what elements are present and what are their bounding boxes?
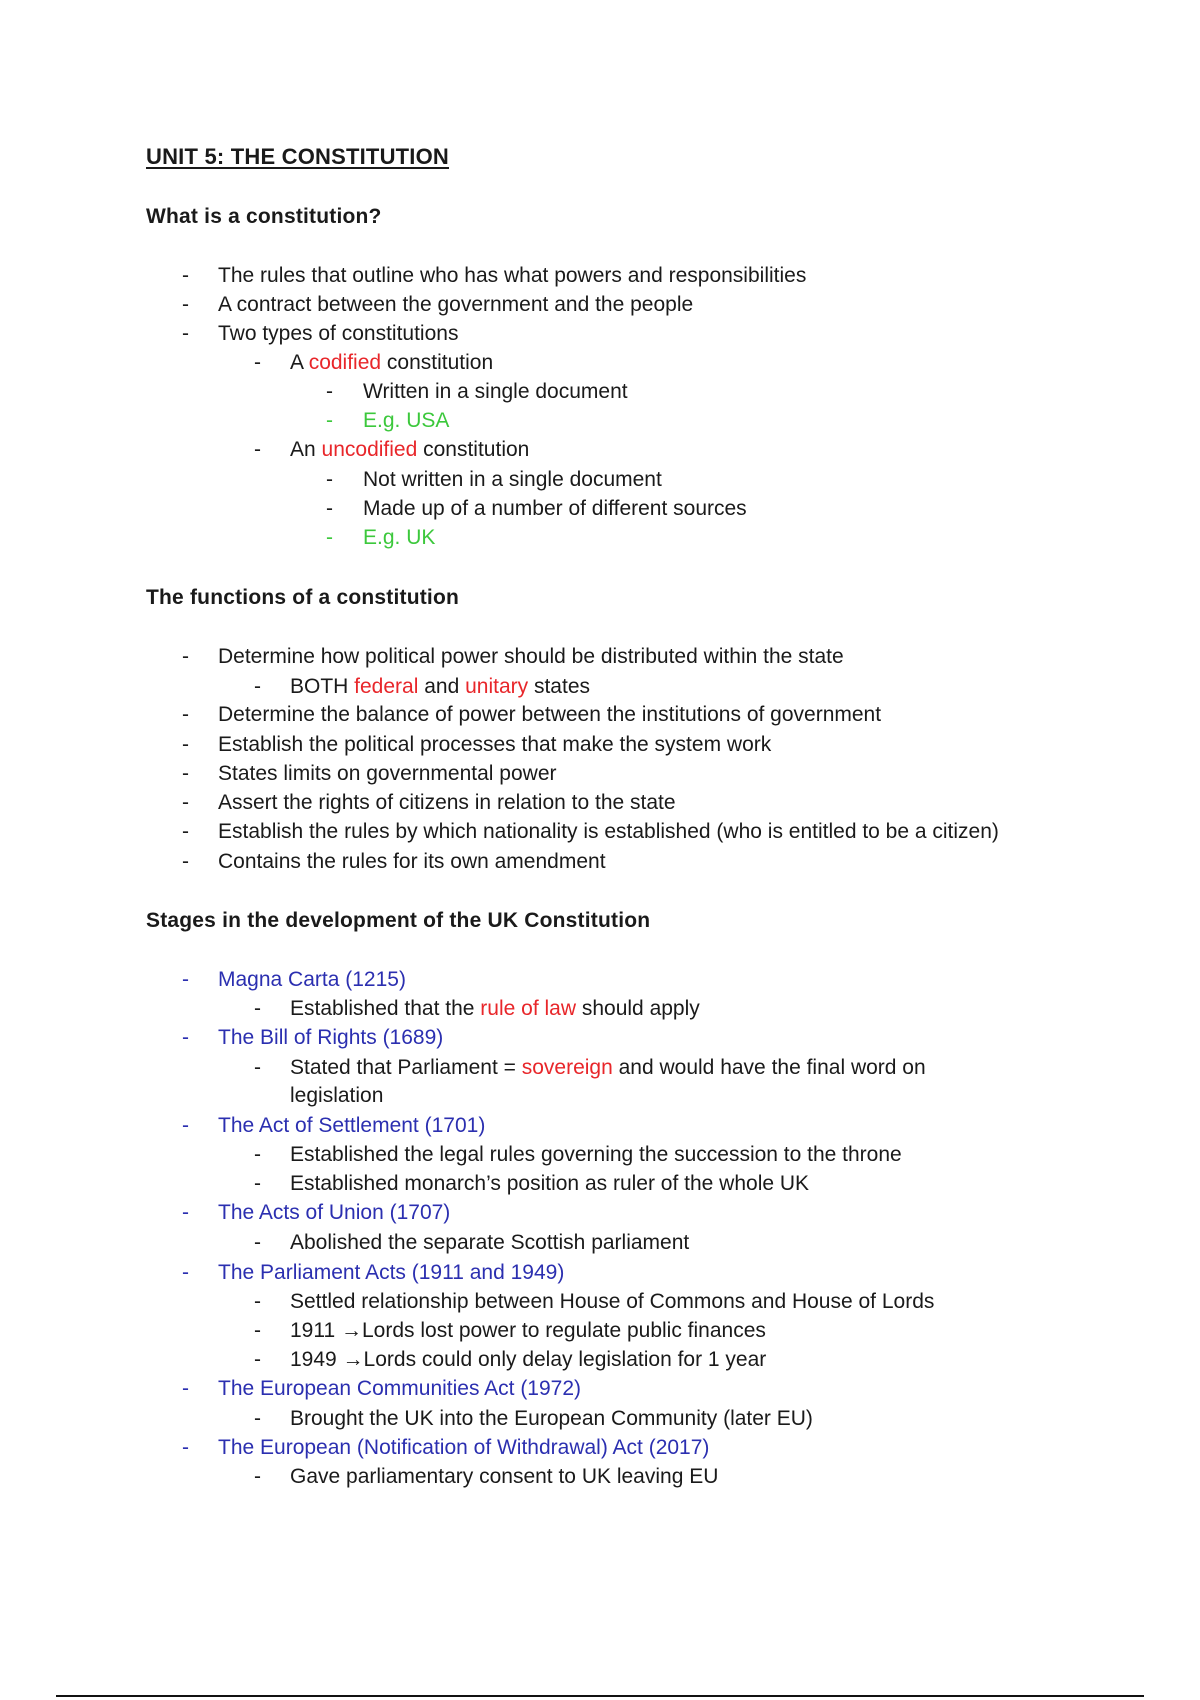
key-term: codified — [308, 351, 382, 374]
bullet-dash: - — [326, 468, 333, 491]
example-text: E.g. UK — [363, 526, 436, 549]
page-title: UNIT 5: THE CONSTITUTION — [146, 144, 450, 169]
section-heading-functions: The functions of a constitution — [146, 586, 460, 609]
bullet-dash: - — [182, 1377, 189, 1400]
bullet-dash: - — [182, 1026, 189, 1049]
bullet-dash: - — [182, 645, 189, 668]
bullet-dash: - — [254, 351, 261, 374]
bullet-dash: - — [254, 1465, 261, 1488]
bullet-dash: - — [254, 1143, 261, 1166]
bullet-dash: - — [254, 675, 261, 698]
list-item-text: Determine the balance of power between the institutions of government — [218, 703, 882, 726]
list-item-text: Establish the rules by which nationality is established (who is entitled to be a citizen) — [218, 820, 999, 843]
bullet-dash: - — [182, 322, 189, 345]
bullet-dash: - — [326, 497, 333, 520]
act-title: The Parliament Acts (1911 and 1949) — [218, 1261, 565, 1284]
bullet-dash: - — [182, 850, 189, 873]
list-item-text: Assert the rights of citizens in relation to the state — [218, 791, 676, 814]
bullet-dash: - — [182, 1261, 189, 1284]
list-item-text: Written in a single document — [363, 380, 628, 403]
bullet-dash: - — [326, 409, 333, 432]
bullet-dash: - — [182, 968, 189, 991]
list-item-text: The rules that outline who has what powers and responsibilities — [218, 264, 807, 287]
list-item-text: Not written in a single document — [363, 468, 662, 491]
section-heading-stages: Stages in the development of the UK Constitution — [146, 909, 651, 932]
list-item-text: Established monarch’s position as ruler of the whole UK — [290, 1172, 810, 1195]
bullet-dash: - — [182, 791, 189, 814]
bullet-dash: - — [182, 703, 189, 726]
key-term: unitary — [465, 675, 529, 698]
example-text: E.g. USA — [363, 409, 450, 432]
bullet-dash: - — [182, 762, 189, 785]
list-item-text: Brought the UK into the European Community (later EU) — [290, 1407, 813, 1430]
list-item-text: A contract between the government and the people — [218, 293, 694, 316]
bullet-dash: - — [254, 997, 261, 1020]
bullet-dash: - — [182, 733, 189, 756]
list-item-text: 1911 →Lords lost power to regulate public finances — [290, 1319, 766, 1342]
list-item-text: Establish the political processes that make the system work — [218, 733, 772, 756]
bullet-dash: - — [182, 1436, 189, 1459]
key-term: federal — [354, 675, 419, 698]
list-item-text: Contains the rules for its own amendment — [218, 850, 606, 873]
bullet-dash: - — [254, 1172, 261, 1195]
key-term: rule of law — [480, 997, 577, 1020]
bullet-dash: - — [254, 438, 261, 461]
act-title: The European (Notification of Withdrawal) Act (2017) — [218, 1436, 710, 1459]
bullet-dash: - — [182, 820, 189, 843]
list-item-text: Two types of constitutions — [218, 322, 459, 345]
list-item-text: A codified constitution — [290, 351, 494, 374]
act-title: The Bill of Rights (1689) — [218, 1026, 444, 1049]
bullet-dash: - — [254, 1407, 261, 1430]
list-item-text: Gave parliamentary consent to UK leaving EU — [290, 1465, 719, 1488]
list-item-text: legislation — [290, 1084, 384, 1107]
footer-rule — [56, 1695, 1144, 1697]
bullet-dash: - — [326, 380, 333, 403]
key-term: sovereign — [521, 1056, 613, 1079]
list-item-text: Abolished the separate Scottish parliament — [290, 1231, 690, 1254]
bullet-dash: - — [254, 1231, 261, 1254]
list-item-text: Established that the rule of law should apply — [290, 997, 700, 1020]
bullet-dash: - — [182, 1201, 189, 1224]
list-item-text: Settled relationship between House of Commons and House of Lords — [290, 1290, 935, 1313]
list-item-text: 1949 →Lords could only delay legislation for 1 year — [290, 1348, 767, 1371]
list-item-text: Stated that Parliament = sovereign and would have the final word on — [290, 1056, 926, 1079]
bullet-dash: - — [182, 293, 189, 316]
bullet-dash: - — [254, 1290, 261, 1313]
list-item-text: Determine how political power should be distributed within the state — [218, 645, 844, 668]
key-term: uncodified — [321, 438, 418, 461]
bullet-dash: - — [182, 264, 189, 287]
act-title: Magna Carta (1215) — [218, 968, 406, 991]
act-title: The Acts of Union (1707) — [218, 1201, 451, 1224]
act-title: The Act of Settlement (1701) — [218, 1114, 486, 1137]
list-item-text: An uncodified constitution — [290, 438, 530, 461]
bullet-dash: - — [254, 1056, 261, 1079]
list-item-text: States limits on governmental power — [218, 762, 557, 785]
act-title: The European Communities Act (1972) — [218, 1377, 582, 1400]
section-heading-what: What is a constitution? — [146, 205, 382, 228]
list-item-text: BOTH federal and unitary states — [290, 675, 591, 698]
bullet-dash: - — [254, 1319, 261, 1342]
bullet-dash: - — [254, 1348, 261, 1371]
list-item-text: Made up of a number of different sources — [363, 497, 747, 520]
bullet-dash: - — [326, 526, 333, 549]
list-item-text: Established the legal rules governing the succession to the throne — [290, 1143, 902, 1166]
bullet-dash: - — [182, 1114, 189, 1137]
